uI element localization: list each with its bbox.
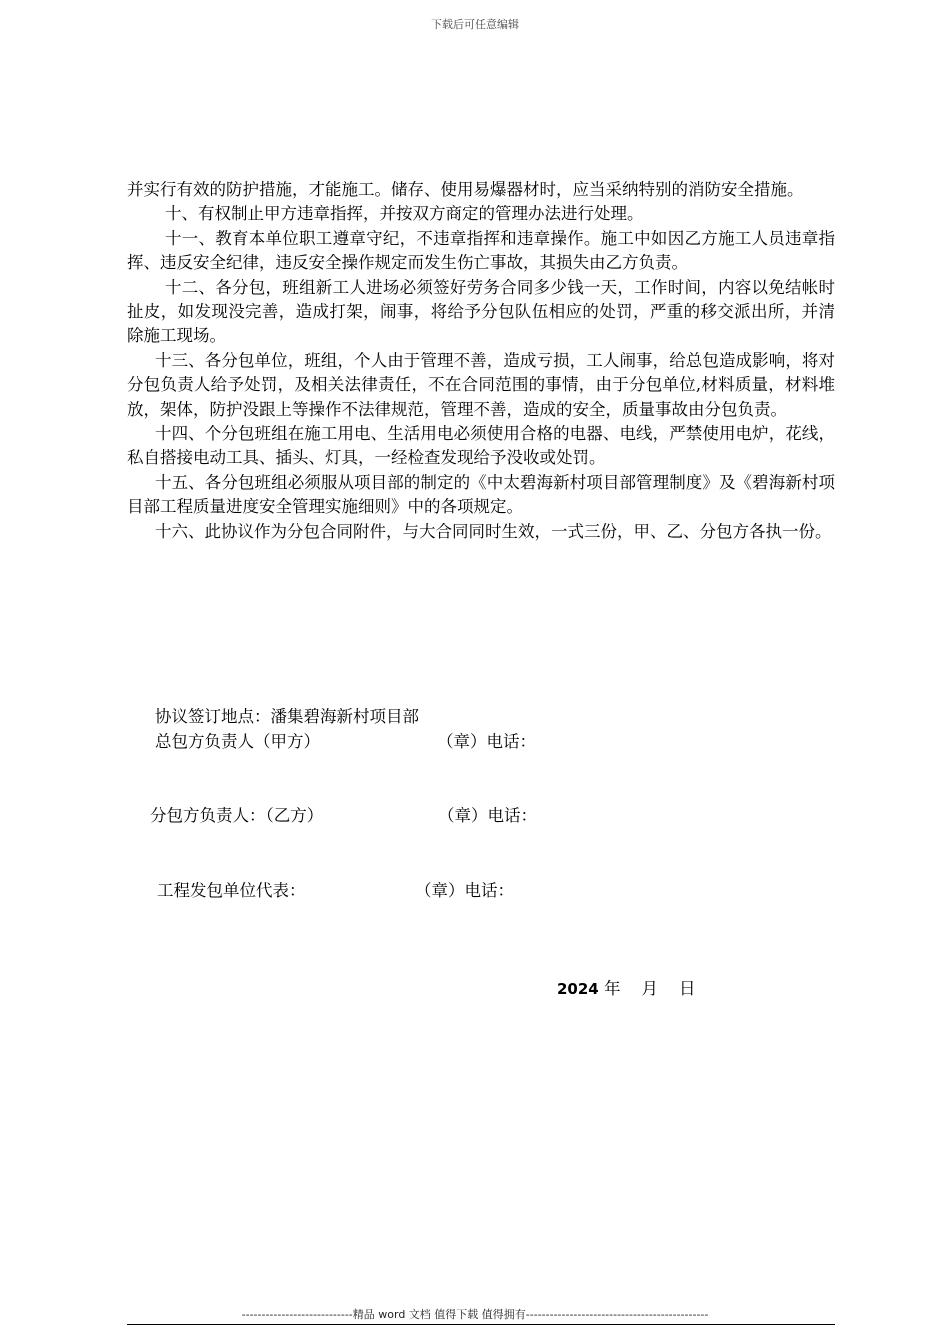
paragraph-clause-15: 十五、各分包班组必须服从项目部的制定的《中太碧海新村项目部管理制度》及《碧海新村项目部工程质量进度安全管理实施细则》中的各项规定。 <box>127 472 835 517</box>
paragraph-continued: 并实行有效的防护措施，才能施工。储存、使用易爆器材时，应当采纳特别的消防安全措施。 <box>127 180 804 199</box>
employer-stamp-phone: （章）电话： <box>415 881 514 900</box>
date-year-unit: 年 <box>604 979 621 998</box>
document-body <box>127 178 835 544</box>
paragraph-clause-10: 十、有权制止甲方违章指挥，并按双方商定的管理办法进行处理。 <box>165 204 644 224</box>
paragraph-clause-14: 十四、个分包班组在施工用电、生活用电必须使用合格的电器、电线，严禁使用电炉，花线，私自搭接电动工具、插头、灯具，一经检查发现给予没收或处罚。 <box>127 424 835 468</box>
date-month-unit: 月 <box>641 979 658 998</box>
footer-note: ----------------------------精品 word 文档 值得下载 值得拥有---------------------------------------------- <box>241 1308 709 1321</box>
party-b-stamp-phone: （章）电话： <box>438 806 537 825</box>
paragraph-clause-16: 十六、此协议作为分包合同附件，与大合同同时生效，一式三份，甲、乙、分包方各执一份。 <box>155 521 832 541</box>
signing-date <box>557 975 695 999</box>
paragraph-clause-13: 十三、各分包单位，班组，个人由于管理不善，造成亏损，工人闹事，给总包造成影响，将对分包负责人给予处罚，及相关法律责任，不在合同范围的事情，由于分包单位,材料质量，材料堆放，架体，防护没跟上等操作不法律规范，管理不善，造成的安全，质量事故由分包负责。 <box>127 350 835 419</box>
date-year: 2024 <box>557 980 599 998</box>
paragraph-clause-11: 十一、教育本单位职工遵章守纪，不违章指挥和违章操作。施工中如因乙方施工人员违章指挥、违反安全纪律，违反安全操作规定而发生伤亡事故，其损失由乙方负责。 <box>127 228 835 273</box>
signing-location: 协议签订地点：潘集碧海新村项目部 <box>155 707 419 726</box>
footer-divider <box>127 1324 835 1325</box>
party-b-label: 分包方负责人：（乙方） <box>150 806 324 825</box>
paragraph-clause-12: 十二、各分包，班组新工人进场必须签好劳务合同多少钱一天，工作时间，内容以免结帐时扯皮，如发现没完善，造成打架，闹事，将给予分包队伍相应的处罚，严重的移交派出所，并清除施工现场。 <box>127 277 835 346</box>
date-day-unit: 日 <box>678 979 696 998</box>
employer-label: 工程发包单位代表： <box>157 881 306 900</box>
party-a-stamp-phone: （章）电话： <box>437 732 536 751</box>
header-note: 下载后可任意编辑 <box>431 18 519 31</box>
party-a-label: 总包方负责人（甲方） <box>155 732 320 751</box>
